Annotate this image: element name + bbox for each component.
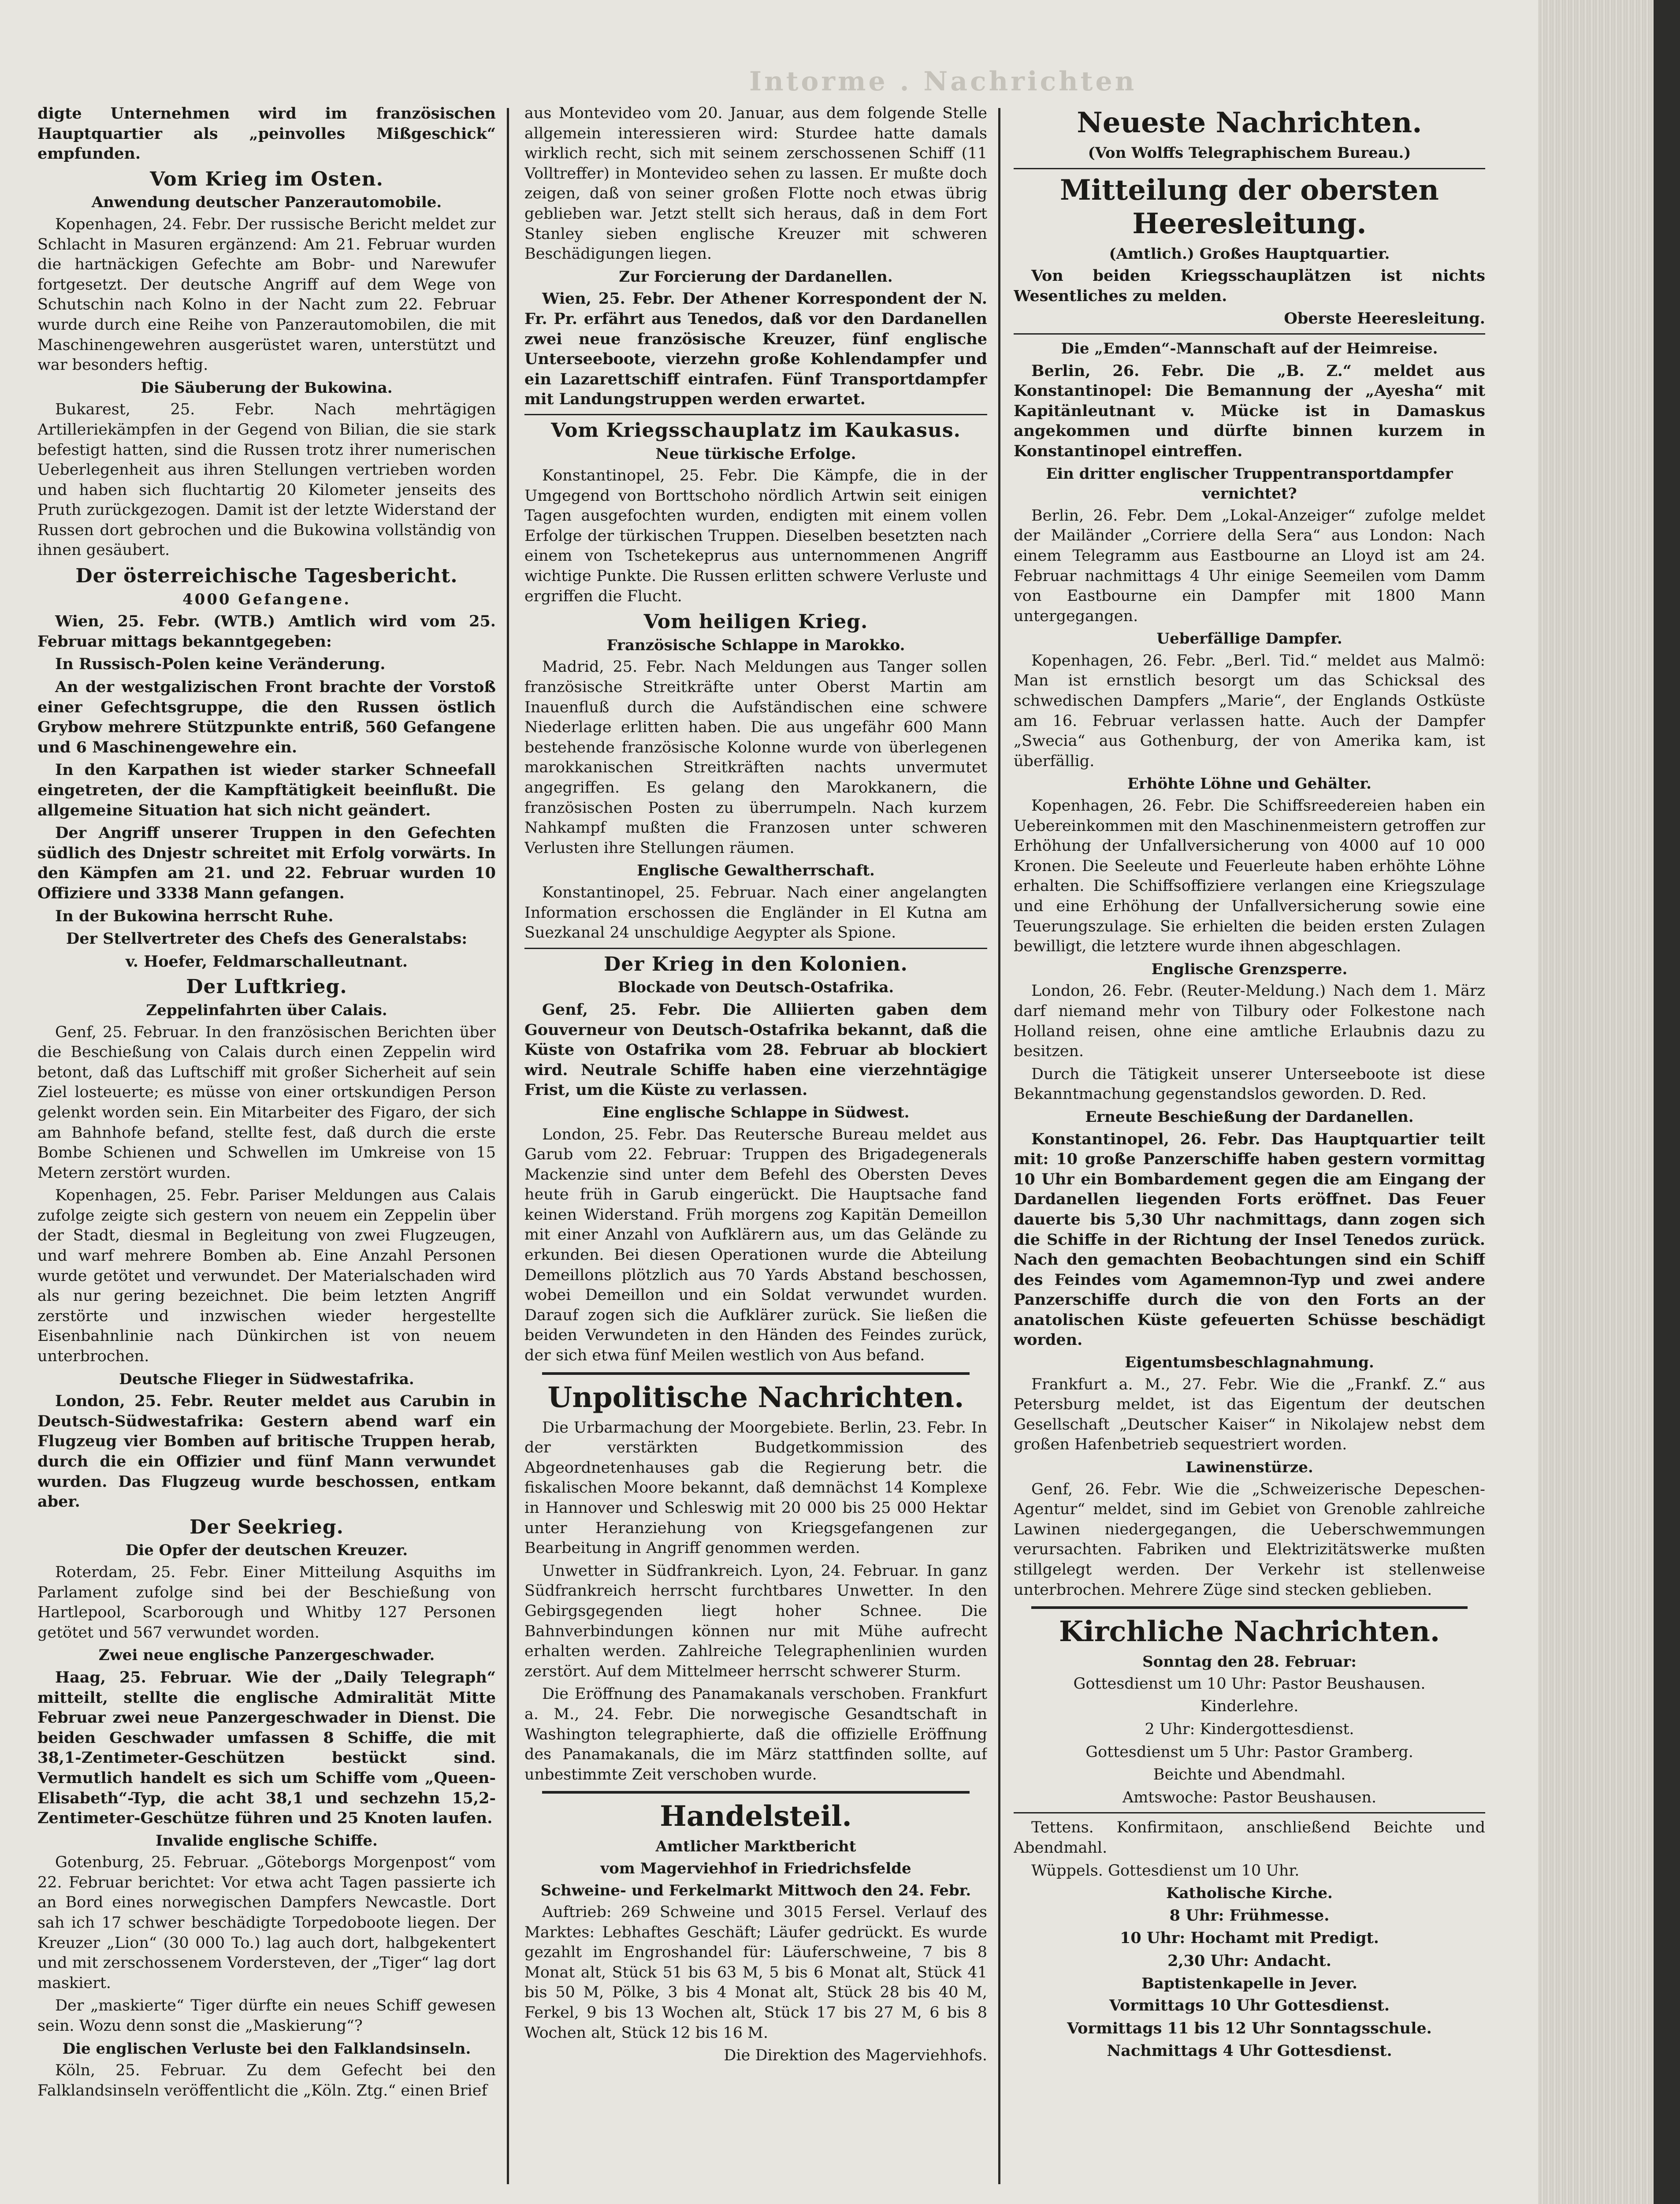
article-paragraph: Wien, 25. Febr. (WTB.) Amtlich wird vom 25. Februar mittags bekanntgegeben: xyxy=(37,612,496,651)
article-paragraph: Die Urbarmachung der Moorgebiete. Berlin, 23. Febr. In der verstärkten Budgetkommission des Abgeordnetenhauses gab die Regierung betr. die fiskalischen Moore bekannt, daß demnächst 14 Komplexe in Hannover und Schleswig mit 20 000 bis 25 000 Hektar unter Heranziehung von Kriegsgefangenen zur Bearbeitung in Angriff genommen werden. xyxy=(524,1418,987,1557)
article-subheading: Die Säuberung der Bukowina. xyxy=(141,379,393,397)
section-heading: Mitteilung der obersten Heeresleitung. xyxy=(1060,173,1439,240)
column-2 xyxy=(524,104,987,2202)
article-paragraph: In Russisch-Polen keine Veränderung. xyxy=(55,655,386,674)
section-heading: Der Krieg in den Kolonien. xyxy=(604,953,908,975)
service-line: Gottesdienst um 5 Uhr: Pastor Gramberg. xyxy=(1085,1743,1413,1761)
article-subheading: Zeppelinfahrten über Calais. xyxy=(146,1001,387,1019)
service-line: Amtswoche: Pastor Beushausen. xyxy=(1122,1788,1377,1806)
section-divider xyxy=(1014,333,1485,335)
article-paragraph: Die Eröffnung des Panamakanals verschoben. Frankfurt a. M., 24. Febr. Die norwegische Gesandtschaft in Washington telegraphierte, daß die offizielle Eröffnung des Panamakanals, die im März stattfinden sollte, auf unbestimmte Zeit verschoben wurde. xyxy=(524,1685,987,1783)
article-paragraph: Roterdam, 25. Febr. Einer Mitteilung Asquiths im Parlament zufolge sind bei der Beschießung von Hartlepool, Scarborough und Whitby 127 Personen getötet und 567 verwundet worden. xyxy=(37,1563,496,1642)
section-heading: Der österreichische Tagesbericht. xyxy=(75,565,458,588)
service-line: Nachmittags 4 Uhr Gottesdienst. xyxy=(1107,2042,1392,2060)
section-heading: Unpolitische Nachrichten. xyxy=(547,1381,964,1414)
article-subheading: Eine englische Schlappe in Südwest. xyxy=(602,1103,910,1121)
background-shadow xyxy=(1654,0,1680,2204)
section-divider xyxy=(542,1791,970,1794)
article-subheading: Blockade von Deutsch-Ostafrika. xyxy=(617,979,894,997)
article-paragraph: Konstantinopel, 26. Febr. Das Hauptquartier teilt mit: 10 große Panzerschiffe haben gestern vormittag 10 Uhr ein Bombardement gegen die am Eingang der Dardanellen liegenden Forts eröffnet. Das Feuer dauerte bis 5,30 Uhr nachmittags, dann zogen sich die Schiffe in der Richtung der Insel Tenedos zurück. Nach den gemachten Beobachtungen sind ein Schiff des Feindes vom Agamemnon-Typ und zwei andere Panzerschiffe durch die von den Forts an der anatolischen Küste gefeuerten Schüsse beschädigt worden. xyxy=(1014,1130,1485,1349)
service-line: Vormittags 11 bis 12 Uhr Sonntagsschule. xyxy=(1067,2019,1432,2037)
service-line: Gottesdienst um 10 Uhr: Pastor Beushausen. xyxy=(1073,1675,1426,1693)
article-subheading: Englische Grenzsperre. xyxy=(1151,960,1348,978)
intro-text: digte Unternehmen wird im französischen Hauptquartier als „peinvolles Mißgeschick“ empfunden. xyxy=(37,104,496,163)
article-subheading: Englische Gewaltherrschaft. xyxy=(637,862,875,880)
article-paragraph: Kopenhagen, 24. Febr. Der russische Bericht meldet zur Schlacht in Masuren ergänzend: Am 21. Februar wurden die hartnäckigen Gefechte am Bobr- und Narewufer fortgesetzt. Der deutsche Angriff auf dem Wege von Schutschin nach Kolno in der Nacht zum 22. Februar wurde durch eine Reihe von Panzerautomobilen, die mit Maschinengewehren ausgerüstet waren, unterstützt und war besonders heftig. xyxy=(37,215,496,374)
signature: Oberste Heeresleitung. xyxy=(1284,309,1485,328)
article-paragraph: Genf, 26. Febr. Wie die „Schweizerische Depeschen-Agentur“ meldet, sind im Gebiet von Grenoble zahlreiche Lawinen niedergegangen, die Ueberschwemmungen verursachten. Fabriken und Elektrizitätswerke mußten stillgelegt werden. Der Verkehr ist stellenweise unterbrochen. Mehrere Züge sind stecken geblieben. xyxy=(1014,1480,1485,1599)
article-paragraph: Unwetter in Südfrankreich. Lyon, 24. Februar. In ganz Südfrankreich herrscht furchtbares Unwetter. In den Gebirgsgegenden liegt hoher Schnee. Die Bahnverbindungen können nur mit Mühe aufrecht erhalten werden. Zahlreiche Telegraphenlinien wurden zerstört. Auf dem Mittelmeer herrscht schwerer Sturm. xyxy=(524,1562,987,1680)
article-paragraph: An der westgalizischen Front brachte der Vorstoß einer Gefechtsgruppe, die den Russen östlich Grybow mehrere Stützpunkte entriß, 560 Gefangene und 6 Maschinengewehre ein. xyxy=(37,678,496,756)
article-paragraph: Wien, 25. Febr. Der Athener Korrespondent der N. Fr. Pr. erfährt aus Tenedos, daß vor den Dardanellen zwei neue französische Kreuzer, fünf englische Unterseeboote, vierzehn große Kohlendampfer und ein Lazarettschiff eintrafen. Fünf Transportdampfer mit Landungstruppen werden erwartet. xyxy=(524,290,987,409)
article-subheading: Französische Schlappe in Marokko. xyxy=(606,636,905,654)
article-paragraph: Bukarest, 25. Febr. Nach mehrtägigen Artilleriekämpfen in der Gegend von Bilian, die sie stark befestigt hatten, sind die Russen trotz ihrer numerischen Ueberlegenheit aus ihren Stellungen vertrieben worden und haben sich fluchtartig 20 Kilometer jenseits des Pruth zurückgezogen. Damit ist der letzte Widerstand der Russen dort gebrochen und die Bukowina vollständig von ihnen gesäubert. xyxy=(37,401,496,559)
article-subheading: vom Magerviehhof in Friedrichsfelde xyxy=(600,1859,911,1877)
article-subheading: Erhöhte Löhne und Gehälter. xyxy=(1127,775,1372,793)
article-paragraph: Tettens. Konfirmitaon, anschließend Beichte und Abendmahl. xyxy=(1014,1819,1485,1857)
section-heading: Vom heiligen Krieg. xyxy=(643,611,868,633)
section-divider xyxy=(524,948,987,949)
article-subheading: (Von Wolffs Telegraphischem Bureau.) xyxy=(1088,144,1411,162)
article-paragraph: Madrid, 25. Febr. Nach Meldungen aus Tanger sollen französische Streitkräfte unter Oberst Martin am Inauenfluß durch die Aufständischen eine schwere Niederlage erlitten haben. Die aus ungefähr 600 Mann bestehende französische Kolonne wurde von überlegenen marokkanischen Streitkräften nachts unvermutet angegriffen. Es gelang den Marokkanern, die französischen Posten zu überrumpeln. Nach kurzem Nahkampf mußten die Franzosen unter schweren Verlusten ihre Stellungen räumen. xyxy=(524,658,987,857)
service-line: Beichte und Abendmahl. xyxy=(1153,1766,1346,1784)
section-heading: Vom Krieg im Osten. xyxy=(150,168,383,190)
section-divider xyxy=(524,414,987,415)
signature: Der Stellvertreter des Chefs des Generalstabs: xyxy=(66,930,468,948)
article-subheading: Ein dritter englischer Truppentransportdampfer vernichtet? xyxy=(1046,465,1453,503)
article-paragraph: Von beiden Kriegsschauplätzen ist nichts Wesentliches zu melden. xyxy=(1014,267,1485,305)
article-paragraph: Wüppels. Gottesdienst um 10 Uhr. xyxy=(1031,1861,1300,1880)
article-paragraph: Konstantinopel, 25. Febr. Die Kämpfe, die in der Umgegend von Borttschoho nördlich Artwin seit einigen Tagen ausgefochten wurden, endigten mit einem vollen Erfolge der türkischen Truppen. Dieselben besetzten nach einem von Tschetekeprus aus unternommenen Angriff wichtige Punkte. Die Russen erlitten schwere Verluste und ergriffen die Flucht. xyxy=(524,467,987,605)
article-paragraph: aus Montevideo vom 20. Januar, aus dem folgende Stelle allgemein interessieren wird: Sturdee hatte damals wirklich recht, sich mit seinem zerschossenen Schiff (11 Volltreffer) in Montevideo sehen zu lassen. Er mußte doch zeigen, daß von seiner großen Flotte noch etwas übrig geblieben war. Jetzt stellt sich heraus, daß in dem Fort Stanley sieben englische Kreuzer mit schweren Beschädigungen liegen. xyxy=(524,104,987,263)
service-line: Vormittags 10 Uhr Gottesdienst. xyxy=(1109,1996,1390,2015)
column-3 xyxy=(1014,104,1485,2202)
article-paragraph: Berlin, 26. Febr. Die „B. Z.“ meldet aus Konstantinopel: Die Bemannung der „Ayesha“ mit Kapitänleutnant v. Mücke ist in Damaskus angekommen und dürfte binnen kurzem in Konstantinopel eintreffen. xyxy=(1014,361,1485,460)
section-divider xyxy=(1031,1606,1468,1609)
article-paragraph: Kopenhagen, 25. Febr. Pariser Meldungen aus Calais zufolge zeigte sich gestern von neuem ein Zeppelin über der Stadt, diesmal in Begleitung von zwei Flugzeugen, und warf mehrere Bomben ab. Eine Anzahl Personen wurde getötet und verwundet. Der Materialschaden wird als nur gering bezeichnet. Die beim letzten Angriff zerstörte und inzwischen wieder hergestellte Eisenbahnlinie nach Dünkirchen ist von neuem unterbrochen. xyxy=(37,1187,496,1366)
service-line: 8 Uhr: Frühmesse. xyxy=(1169,1906,1330,1925)
article-paragraph: Konstantinopel, 25. Februar. Nach einer angelangten Information erschossen die Engländer in El Kutna am Suezkanal 24 unschuldige Aegypter als Spione. xyxy=(524,883,987,942)
article-subheading: Invalide englische Schiffe. xyxy=(156,1832,378,1850)
article-subheading: Zwei neue englische Panzergeschwader. xyxy=(98,1646,435,1664)
signature: v. Hoefer, Feldmarschalleutnant. xyxy=(125,952,408,971)
article-paragraph: London, 25. Febr. Reuter meldet aus Carubin in Deutsch-Südwestafrika: Gestern abend warf ein Flugzeug vier Bomben auf britische Truppen herab, durch die ein Offizier und fünf Mann verwundet wurden. Das Flugzeug wurde beschossen, entkam aber. xyxy=(37,1392,496,1511)
article-subheading: Erneute Beschießung der Dardanellen. xyxy=(1085,1108,1414,1126)
column-rule xyxy=(507,108,509,2184)
article-subheading: Amtlicher Marktbericht xyxy=(655,1838,856,1856)
column-1 xyxy=(37,104,496,2202)
section-divider xyxy=(1014,168,1485,169)
article-subheading: Sonntag den 28. Februar: xyxy=(1142,1653,1357,1671)
section-divider xyxy=(1014,1812,1485,1813)
article-subheading: Zur Forcierung der Dardanellen. xyxy=(619,268,893,286)
article-paragraph: Berlin, 26. Febr. Dem „Lokal-Anzeiger“ zufolge meldet der Mailänder „Corriere della Sera“ aus London: Nach einem Telegramm aus Eastbourne an Lloyd ist am 24. Februar nachmittags 4 Uhr einige Seemeilen vom Damm von Eastbourne ein Dampfer mit 1800 Mann untergegangen. xyxy=(1014,506,1485,625)
article-paragraph: Köln, 25. Februar. Zu dem Gefecht bei den Falklandsinseln veröffentlicht die „Köln. Ztg.“ einen Brief xyxy=(37,2062,496,2100)
article-subheading: Anwendung deutscher Panzerautomobile. xyxy=(91,194,442,212)
article-paragraph: London, 26. Febr. (Reuter-Meldung.) Nach dem 1. März darf niemand mehr von Tilbury oder Folkestone nach Holland reisen, ohne eine amtliche Erlaubnis dazu zu besitzen. xyxy=(1014,982,1485,1061)
article-subheading: Schweine- und Ferkelmarkt Mittwoch den 24. Febr. xyxy=(540,1881,971,1899)
section-heading: Der Luftkrieg. xyxy=(186,975,347,998)
service-line: 2,30 Uhr: Andacht. xyxy=(1167,1951,1331,1970)
article-paragraph: In der Bukowina herrscht Ruhe. xyxy=(55,907,334,925)
article-paragraph: Auftrieb: 269 Schweine und 3015 Fersel. Verlauf des Marktes: Lebhaftes Geschäft; Läufer gedrückt. Es wurde gezahlt im Engroshandel für: Läuferschweine, 7 bis 8 Monat alt, Stück 51 bis 63 M, 5 bis 6 Monat alt, Stück 41 bis 50 M, Pölke, 3 bis 4 Monat alt, Stück 28 bis 40 M, Ferkel, 9 bis 13 Wochen alt, Stück 17 bis 27 M, 6 bis 8 Wochen alt, Stück 12 bis 16 M. xyxy=(524,1903,987,2042)
article-paragraph: Der „maskierte“ Tiger dürfte ein neues Schiff gewesen sein. Wozu denn sonst die „Maskierung“? xyxy=(37,1997,496,2035)
article-paragraph: In den Karpathen ist wieder starker Schneefall eingetreten, der die Kampftätigkeit beeinflußt. Die allgemeine Situation hat sich nicht geändert. xyxy=(37,761,496,819)
service-line: Kinderlehre. xyxy=(1200,1698,1299,1716)
article-subheading: Baptistenkapelle in Jever. xyxy=(1141,1974,1357,1992)
article-paragraph: Kopenhagen, 26. Febr. Die Schiffsreedereien haben ein Uebereinkommen mit den Maschinenmeistern getroffen zur Erhöhung der Unfallversicherung von 4000 auf 10 000 Kronen. Die Seeleute und Feuerleute haben erhöhte Löhne erhalten. Die Schiffsoffiziere verlangen eine Kriegszulage und eine Erhöhung der Unfallversicherung sowie eine Teuerungszulage. Sie erhielten die beiden ersten Zulagen bewilligt, die letztere wurde ihnen abgeschlagen. xyxy=(1014,797,1485,956)
article-subheading: Ueberfällige Dampfer. xyxy=(1156,630,1342,648)
section-heading: Vom Kriegsschauplatz im Kaukasus. xyxy=(551,419,961,442)
section-heading: Neueste Nachrichten. xyxy=(1077,106,1422,139)
article-subheading: Lawinenstürze. xyxy=(1186,1459,1313,1477)
article-paragraph: London, 25. Febr. Das Reutersche Bureau meldet aus Garub vom 22. Februar: Truppen des Brigadegenerals Mackenzie sind unter dem Befehl des Obersten Deves heute früh in Garub eingerückt. Die Hauptsache fand keinen Widerstand. Früh morgens zog Kapitän Demeillon mit einer Anzahl von Aufklärern aus, um das Gelände zu erkunden. Bei diesen Operationen wurde die Abteilung Demeillons plötzlich aus 70 Yards Abstand beschossen, wobei Demeillon und ein Soldat verwundet wurden. Darauf zogen sich die Aufklärer zurück. Sie ließen die beiden Verwundeten in den Händen des Feindes zurück, der sich etwa fünf Meilen westlich von Aus befand. xyxy=(524,1125,987,1365)
article-paragraph: Genf, 25. Februar. In den französischen Berichten über die Beschießung von Calais durch einen Zeppelin wird betont, daß das Luftschiff mit großer Sicherheit auf sein Ziel losteuerte; es müsse von einer ortskundigen Person gelenkt worden sein. Ein Mitarbeiter des Figaro, der sich am Bahnhofe befand, stellte fest, daß durch die erste Bombe Schienen und Schwellen im Umkreise von 15 Metern zerstört wurden. xyxy=(37,1023,496,1182)
article-subheading: Eigentumsbeschlagnahmung. xyxy=(1125,1354,1374,1372)
article-paragraph: Durch die Tätigkeit unserer Unterseeboote ist diese Bekanntmachung gegenstandslos geworden. D. Red. xyxy=(1014,1065,1485,1103)
service-line: 2 Uhr: Kindergottesdienst. xyxy=(1145,1720,1354,1738)
service-line: 10 Uhr: Hochamt mit Predigt. xyxy=(1120,1929,1379,1947)
article-subheading: Deutsche Flieger in Südwestafrika. xyxy=(119,1370,414,1388)
article-paragraph: Genf, 25. Febr. Die Alliierten gaben dem Gouverneur von Deutsch-Ostafrika bekannt, daß die Küste von Ostafrika vom 28. Februar ab blockiert wird. Neutrale Schiffe haben eine vierzehntägige Frist, um die Küste zu verlassen. xyxy=(524,1000,987,1099)
signature: Die Direktion des Magerviehhofs. xyxy=(724,2047,987,2065)
section-divider xyxy=(542,1372,970,1375)
section-heading: Kirchliche Nachrichten. xyxy=(1059,1615,1440,1649)
article-paragraph: Gotenburg, 25. Februar. „Göteborgs Morgenpost“ vom 22. Februar berichtet: Vor etwa acht Tagen passierte ich an Bord eines norwegischen Dampfers Newcastle. Dort sah ich 17 schwer beschädigte Torpedoboote liegen. Der Kreuzer „Lion“ (30 000 To.) lag auch dort, halbgekentert und mit zerschossenem Vordersteven, der „Tiger“ lag dort maskiert. xyxy=(37,1854,496,1992)
article-subheading: (Amtlich.) Großes Hauptquartier. xyxy=(1109,245,1390,263)
article-paragraph: Der Angriff unserer Truppen in den Gefechten südlich des Dnjestr schreitet mit Erfolg vorwärts. In den Kämpfen am 21. und 22. Februar wurden 10 Offiziere und 3338 Mann gefangen. xyxy=(37,824,496,902)
article-subheading: Neue türkische Erfolge. xyxy=(655,445,856,463)
article-subheading: Die Opfer der deutschen Kreuzer. xyxy=(125,1541,408,1560)
article-paragraph: Frankfurt a. M., 27. Febr. Wie die „Frankf. Z.“ aus Petersburg meldet, ist das Eigentum der deutschen Gesellschaft „Deutscher Kaiser“ in Nikolajew nebst dem großen Hafenbetrieb sequestriert worden. xyxy=(1014,1375,1485,1454)
article-subheading: Die englischen Verluste bei den Falklandsinseln. xyxy=(62,2040,471,2058)
article-subheading: Die „Emden“-Mannschaft auf der Heimreise. xyxy=(1061,339,1438,357)
column-rule xyxy=(998,108,1000,2184)
article-subheading: 4000 Gefangene. xyxy=(182,590,351,608)
masthead-bleedthrough: Intorme . Nachrichten xyxy=(749,66,1137,97)
article-subheading: Katholische Kirche. xyxy=(1166,1884,1333,1902)
section-heading: Der Seekrieg. xyxy=(190,1515,344,1538)
article-paragraph: Haag, 25. Februar. Wie der „Daily Telegraph“ mitteilt, stellte die englische Admiralität Mitte Februar zwei neue Panzergeschwader in Dienst. Die beiden Geschwader umfassen 8 Schiffe, die mit 38,1-Zentimeter-Geschützen bestückt sind. Vermutlich handelt es sich um Schiffe vom „Queen-Elisabeth“-Typ, die acht 38,1 und sechzehn 15,2-Zentimeter-Geschütze führen und 25 Knoten laufen. xyxy=(37,1668,496,1828)
article-paragraph: Kopenhagen, 26. Febr. „Berl. Tid.“ meldet aus Malmö: Man ist ernstlich besorgt um das Schicksal des schwedischen Dampfers „Marie“, der Englands Ostküste am 16. Februar verlassen hatte. Auch der Dampfer „Swecia“ aus Gothenburg, der von Amerika kam, ist überfällig. xyxy=(1014,652,1485,770)
section-heading: Handelsteil. xyxy=(660,1800,852,1833)
